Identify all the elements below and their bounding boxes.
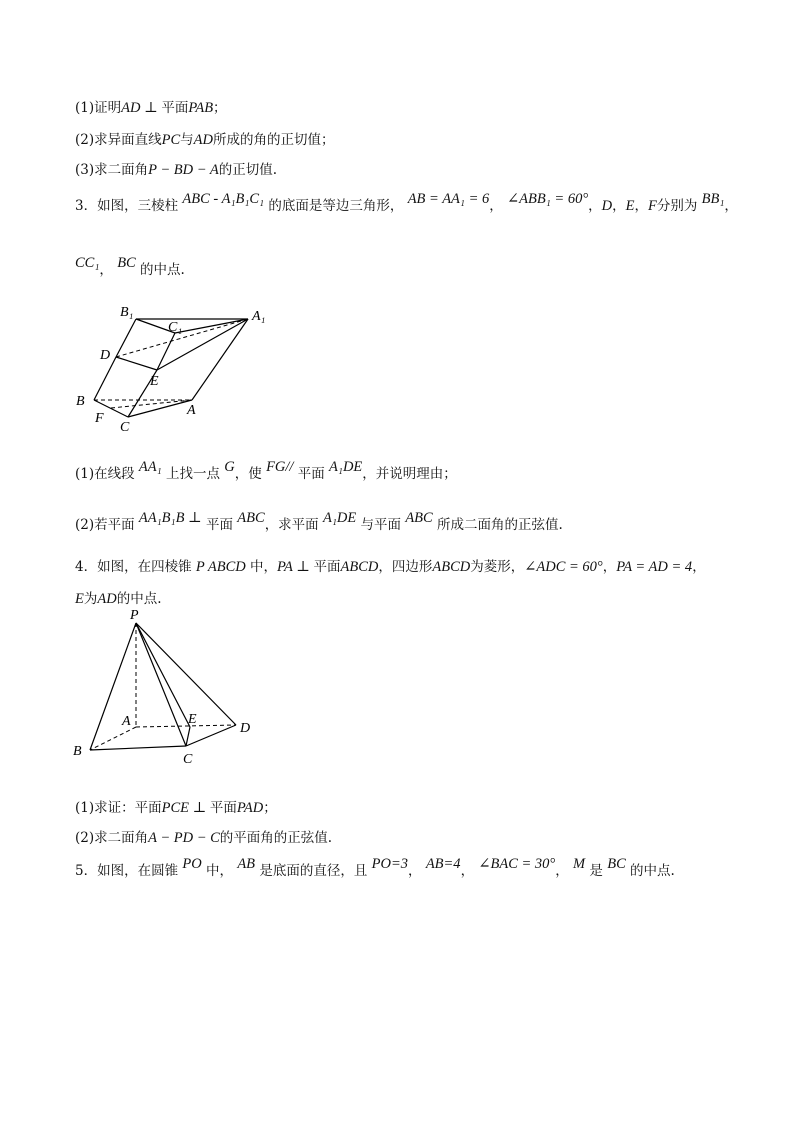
- text-run: (1)在线段: [75, 466, 139, 482]
- text-run: 平面: [293, 466, 330, 482]
- math-expression: ∠ADC = 60°: [524, 559, 603, 575]
- label-A1: A₁: [252, 309, 266, 324]
- text-run: (3)求二面角: [75, 162, 149, 178]
- text-run: 为菱形，: [470, 559, 525, 575]
- math-expression: CC₁: [75, 255, 100, 271]
- math-expression: BC: [117, 255, 136, 271]
- math-expression: F: [647, 198, 657, 214]
- text-run: 与平面: [356, 517, 406, 533]
- prism-figure: [70, 300, 290, 435]
- math-expression: BB₁: [701, 191, 725, 207]
- text-run: 上找一点: [161, 466, 225, 482]
- math-expression: AB = AA₁ = 6: [407, 191, 490, 207]
- text-run: 3．如图，三棱柱: [75, 198, 183, 214]
- label-B1: B₁: [120, 305, 134, 320]
- text-run: 的正切值.: [218, 162, 278, 178]
- q3-part-1: [75, 459, 457, 484]
- math-expression: AA₁B₁B ⊥: [138, 510, 202, 526]
- q3-part-2: [75, 510, 563, 535]
- label-P: P: [130, 608, 139, 623]
- text-run: 平面: [313, 559, 341, 575]
- math-expression: AD: [97, 591, 117, 607]
- math-expression: PCE ⊥: [161, 800, 210, 816]
- text-run: 的中点.: [116, 591, 162, 607]
- label-B: B: [73, 744, 82, 759]
- text-run: (1)证明: [75, 100, 122, 116]
- math-expression: AA₁: [138, 459, 162, 475]
- text-run: (2)求异面直线: [75, 132, 162, 148]
- label-B: B: [76, 394, 85, 409]
- label-D: D: [100, 348, 111, 363]
- label-C: C: [183, 752, 193, 767]
- label-A: A: [187, 403, 196, 418]
- math-expression: ∠ABB₁ = 60°: [507, 191, 589, 207]
- math-expression: AB: [237, 856, 256, 872]
- text-run: 4．如图，在四棱锥: [75, 559, 196, 575]
- text-run: 的底面是等边三角形，: [264, 198, 408, 214]
- text-run: 的中点.: [135, 262, 185, 278]
- math-expression: E: [625, 198, 635, 214]
- text-run: 平面: [209, 800, 237, 816]
- math-expression: E: [75, 591, 84, 607]
- text-run: 是底面的直径，且: [255, 863, 372, 879]
- text-run: ，求平面: [264, 517, 323, 533]
- text-run: ，并说明理由；: [362, 466, 457, 482]
- math-expression: ∠BAC = 30°: [478, 856, 556, 872]
- math-expression: ABCD: [432, 559, 471, 575]
- math-expression: ABC: [237, 510, 265, 526]
- text-run: (2)求二面角: [75, 830, 149, 846]
- math-expression: ABC - A₁B₁C₁: [182, 191, 265, 207]
- pyramid-figure: [68, 605, 268, 775]
- math-expression: PO=3: [371, 856, 409, 872]
- math-expression: ABC: [405, 510, 433, 526]
- text-run: ，: [612, 198, 626, 214]
- text-run: ，: [724, 198, 738, 214]
- text-run: 5．如图，在圆锥: [75, 863, 183, 879]
- text-run: ，: [588, 198, 602, 214]
- question-4-line-1: [75, 557, 706, 577]
- text-run: (2)若平面: [75, 517, 139, 533]
- math-expression: PAD: [236, 800, 264, 816]
- math-expression: ABCD: [340, 559, 379, 575]
- math-expression: AD ⊥: [121, 100, 162, 116]
- text-run: 中，: [201, 863, 238, 879]
- text-run: 平面: [161, 100, 189, 116]
- text-run: ；: [263, 800, 277, 816]
- label-E: E: [188, 712, 197, 727]
- math-expression: PO: [182, 856, 202, 872]
- question-3-line-1: [75, 191, 738, 216]
- text-run: 平面: [201, 517, 238, 533]
- text-run: ，: [460, 863, 479, 879]
- text-run: 分别为: [656, 198, 702, 214]
- text-run: ，: [692, 559, 706, 575]
- label-D: D: [240, 721, 251, 736]
- text-line-1: [75, 98, 227, 118]
- text-run: 所成的角的正切值；: [213, 132, 335, 148]
- text-run: ，四边形: [378, 559, 433, 575]
- math-expression: BC: [607, 856, 626, 872]
- text-run: ；: [213, 100, 227, 116]
- math-expression: A₁DE: [322, 510, 357, 526]
- text-run: ，: [99, 262, 118, 278]
- text-run: 与: [180, 132, 194, 148]
- q4-part-1: [75, 798, 277, 818]
- question-3-line-2: [75, 255, 185, 280]
- q4-part-2: [75, 828, 332, 848]
- text-run: 的中点.: [625, 863, 675, 879]
- text-run: ，: [602, 559, 617, 575]
- label-C: C: [120, 420, 130, 435]
- text-run: ，: [555, 863, 574, 879]
- text-run: 为: [83, 591, 98, 607]
- text-run: 的平面角的正弦值.: [219, 830, 333, 846]
- math-expression: P ABCD: [195, 559, 246, 575]
- text-run: ，: [489, 198, 508, 214]
- text-run: 是: [585, 863, 608, 879]
- math-expression: A₁DE: [329, 459, 363, 475]
- label-C1: C₁: [168, 320, 183, 335]
- math-expression: PC: [161, 132, 181, 148]
- label-E: E: [150, 374, 159, 389]
- text-run: ，使: [234, 466, 267, 482]
- math-expression: AB=4: [425, 856, 461, 872]
- text-line-2: [75, 130, 335, 150]
- math-expression: A − PD − C: [148, 830, 220, 846]
- math-expression: D: [601, 198, 613, 214]
- text-run: 中，: [245, 559, 278, 575]
- math-expression: FG//: [266, 459, 294, 475]
- label-A: A: [122, 714, 131, 729]
- text-run: 所成二面角的正弦值.: [432, 517, 563, 533]
- math-expression: M: [573, 856, 586, 872]
- text-run: ，: [408, 863, 426, 879]
- math-expression: PA = AD = 4: [616, 559, 693, 575]
- question-5-line-1: [75, 856, 675, 881]
- math-expression: G: [224, 459, 235, 475]
- math-expression: AD: [193, 132, 213, 148]
- text-line-3: [75, 160, 277, 180]
- math-expression: P − BD − A: [148, 162, 219, 178]
- text-run: (1)求证：平面: [75, 800, 162, 816]
- label-F: F: [95, 411, 104, 426]
- math-expression: PAB: [188, 100, 214, 116]
- math-expression: PA ⊥: [277, 559, 314, 575]
- text-run: ，: [634, 198, 648, 214]
